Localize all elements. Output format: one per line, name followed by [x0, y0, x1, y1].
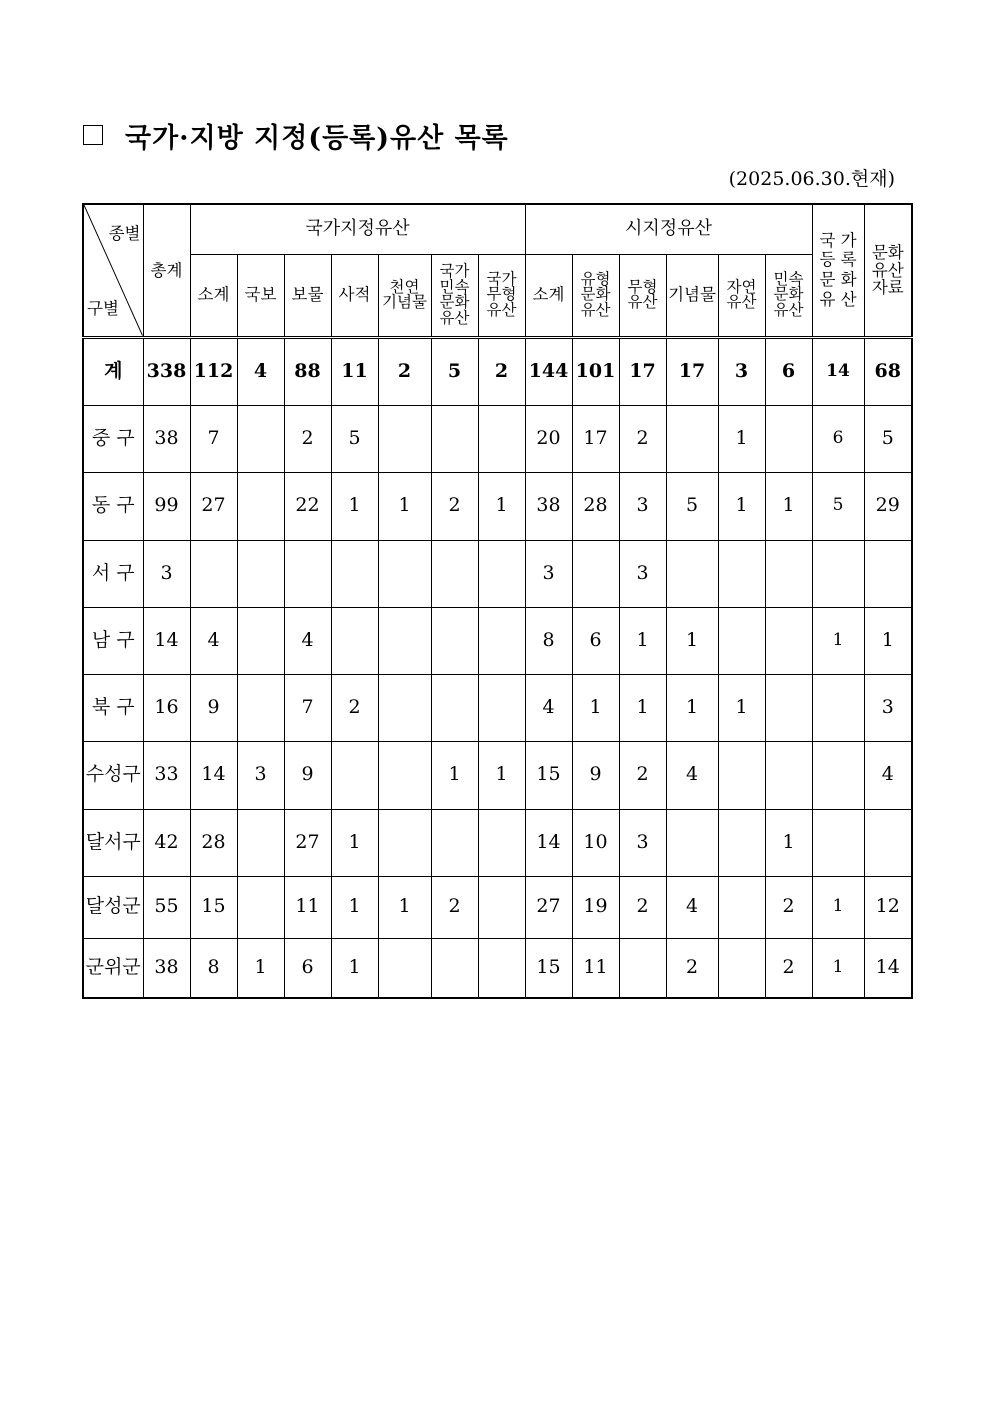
table-row — [83, 472, 912, 540]
table-row — [83, 674, 912, 741]
table-cell: 8 — [525, 607, 572, 674]
table-cell — [431, 405, 478, 472]
table-cell: 3 — [718, 337, 765, 405]
table-cell: 4 — [284, 607, 331, 674]
page-title: 국가·지방 지정(등록)유산 목록 — [125, 122, 509, 154]
table-row — [83, 741, 912, 809]
table-cell: 38 — [525, 472, 572, 540]
table-cell: 14 — [812, 337, 864, 405]
table-cell — [718, 876, 765, 938]
table-cell: 27 — [190, 472, 237, 540]
table-cell: 38 — [143, 405, 190, 472]
header-city-group: 시지정유산 — [525, 204, 812, 254]
table-cell: 11 — [284, 876, 331, 938]
table-cell: 15 — [190, 876, 237, 938]
table-cell — [284, 540, 331, 607]
table-cell: 15 — [525, 741, 572, 809]
table-cell — [718, 938, 765, 998]
table-cell: 101 — [572, 337, 619, 405]
table-cell: 1 — [431, 741, 478, 809]
table-cell — [478, 809, 525, 876]
table-cell — [765, 741, 812, 809]
table-cell: 1 — [237, 938, 284, 998]
table-cell: 10 — [572, 809, 619, 876]
table-cell: 1 — [765, 809, 812, 876]
table-cell: 1 — [619, 674, 666, 741]
table-cell: 6 — [812, 405, 864, 472]
header-nat-historic-site: 사적 — [331, 254, 378, 337]
table-row — [83, 938, 912, 998]
table-cell — [378, 540, 431, 607]
district-name: 북 구 — [83, 674, 143, 741]
table-cell — [331, 607, 378, 674]
table-cell: 9 — [572, 741, 619, 809]
table-cell: 17 — [619, 337, 666, 405]
header-registered: 국 가 등 록 문 화 유 산 — [812, 204, 864, 337]
table-cell: 6 — [572, 607, 619, 674]
table-cell: 14 — [864, 938, 912, 998]
table-cell: 68 — [864, 337, 912, 405]
table-cell: 1 — [478, 472, 525, 540]
table-cell: 1 — [478, 741, 525, 809]
table-cell — [765, 674, 812, 741]
table-cell: 1 — [718, 405, 765, 472]
table-cell: 38 — [143, 938, 190, 998]
table-cell: 5 — [812, 472, 864, 540]
table-cell: 1 — [864, 607, 912, 674]
header-city-tangible: 유형 문화 유산 — [572, 254, 619, 337]
table-cell: 15 — [525, 938, 572, 998]
table-cell: 1 — [812, 938, 864, 998]
table-cell: 28 — [572, 472, 619, 540]
table-cell: 2 — [431, 876, 478, 938]
table-cell: 7 — [284, 674, 331, 741]
header-row-1 — [83, 204, 912, 254]
table-cell: 9 — [190, 674, 237, 741]
table-cell — [864, 540, 912, 607]
table-cell: 2 — [765, 938, 812, 998]
table-row — [83, 405, 912, 472]
header-city-intangible: 무형 유산 — [619, 254, 666, 337]
table-cell: 29 — [864, 472, 912, 540]
table-cell: 4 — [666, 741, 718, 809]
table-cell — [431, 607, 478, 674]
table-cell — [619, 938, 666, 998]
district-name: 달성군 — [83, 876, 143, 938]
header-nat-intangible: 국가 무형 유산 — [478, 254, 525, 337]
table-row — [83, 876, 912, 938]
table-cell: 1 — [572, 674, 619, 741]
table-cell — [237, 607, 284, 674]
table-cell: 2 — [619, 741, 666, 809]
district-name: 남 구 — [83, 607, 143, 674]
table-cell: 27 — [284, 809, 331, 876]
table-cell — [812, 674, 864, 741]
district-name: 군위군 — [83, 938, 143, 998]
table-cell: 1 — [812, 876, 864, 938]
header-row-2 — [83, 254, 912, 337]
table-cell: 4 — [525, 674, 572, 741]
table-cell: 112 — [190, 337, 237, 405]
table-cell — [190, 540, 237, 607]
as-of-date: (2025.06.30.현재) — [728, 168, 895, 190]
table-cell: 19 — [572, 876, 619, 938]
district-name: 계 — [83, 337, 143, 405]
table-cell: 5 — [331, 405, 378, 472]
district-name: 서 구 — [83, 540, 143, 607]
table-cell: 3 — [143, 540, 190, 607]
table-cell: 2 — [765, 876, 812, 938]
table-cell: 1 — [718, 472, 765, 540]
district-name: 달서구 — [83, 809, 143, 876]
header-city-natural: 자연 유산 — [718, 254, 765, 337]
table-cell — [431, 809, 478, 876]
table-cell — [812, 540, 864, 607]
table-cell: 1 — [812, 607, 864, 674]
table-cell: 14 — [525, 809, 572, 876]
table-cell: 14 — [190, 741, 237, 809]
heritage-table — [82, 203, 913, 999]
table-cell: 1 — [718, 674, 765, 741]
table-cell — [237, 472, 284, 540]
table-cell — [478, 876, 525, 938]
table-cell — [765, 607, 812, 674]
table-cell — [237, 405, 284, 472]
table-cell: 2 — [619, 876, 666, 938]
table-cell: 6 — [765, 337, 812, 405]
header-nat-natural-monument: 천연 기념물 — [378, 254, 431, 337]
table-cell: 14 — [143, 607, 190, 674]
table-cell: 2 — [619, 405, 666, 472]
header-city-monument: 기념물 — [666, 254, 718, 337]
table-cell: 5 — [666, 472, 718, 540]
diag-label-type: 종별 — [108, 224, 141, 243]
header-city-folklore: 민속 문화 유산 — [765, 254, 812, 337]
table-cell — [331, 741, 378, 809]
table-cell: 338 — [143, 337, 190, 405]
table-cell: 4 — [864, 741, 912, 809]
table-cell: 2 — [431, 472, 478, 540]
table-row — [83, 809, 912, 876]
table-cell — [666, 540, 718, 607]
table-cell — [431, 540, 478, 607]
table-cell: 1 — [378, 472, 431, 540]
table-cell — [478, 540, 525, 607]
table-cell — [378, 741, 431, 809]
table-cell: 12 — [864, 876, 912, 938]
table-cell: 5 — [864, 405, 912, 472]
total-row — [83, 337, 912, 405]
table-cell — [478, 607, 525, 674]
table-cell — [718, 607, 765, 674]
table-cell — [478, 405, 525, 472]
table-cell — [378, 405, 431, 472]
table-cell: 42 — [143, 809, 190, 876]
table-cell: 1 — [331, 809, 378, 876]
table-cell: 17 — [572, 405, 619, 472]
table-cell — [431, 674, 478, 741]
header-heritage-material: 문화 유산 자료 — [864, 204, 912, 337]
table-cell — [812, 809, 864, 876]
table-cell: 1 — [331, 472, 378, 540]
table-cell: 33 — [143, 741, 190, 809]
header-nat-treasure: 보물 — [284, 254, 331, 337]
header-total: 총계 — [143, 204, 190, 337]
table-cell — [812, 741, 864, 809]
table-cell — [431, 938, 478, 998]
table-cell — [572, 540, 619, 607]
table-cell: 9 — [284, 741, 331, 809]
table-cell — [765, 405, 812, 472]
table-cell: 11 — [331, 337, 378, 405]
district-name: 중 구 — [83, 405, 143, 472]
table-cell: 3 — [864, 674, 912, 741]
table-cell: 1 — [666, 607, 718, 674]
table-cell: 2 — [378, 337, 431, 405]
table-cell — [666, 809, 718, 876]
table-cell: 1 — [619, 607, 666, 674]
table-cell: 5 — [431, 337, 478, 405]
page-title-block — [83, 118, 509, 152]
table-cell: 4 — [666, 876, 718, 938]
table-cell — [478, 938, 525, 998]
table-cell — [378, 809, 431, 876]
table-cell: 2 — [284, 405, 331, 472]
table-cell — [378, 674, 431, 741]
table-cell: 7 — [190, 405, 237, 472]
table-cell — [478, 674, 525, 741]
table-cell — [237, 876, 284, 938]
table-cell: 3 — [525, 540, 572, 607]
header-nat-national-treasure: 국보 — [237, 254, 284, 337]
table-cell: 11 — [572, 938, 619, 998]
table-cell: 3 — [619, 540, 666, 607]
table-cell — [237, 809, 284, 876]
table-cell: 2 — [331, 674, 378, 741]
table-cell — [718, 809, 765, 876]
table-cell: 20 — [525, 405, 572, 472]
table-cell: 27 — [525, 876, 572, 938]
table-cell — [378, 607, 431, 674]
table-cell: 17 — [666, 337, 718, 405]
table-cell — [331, 540, 378, 607]
table-cell: 3 — [237, 741, 284, 809]
table-cell: 6 — [284, 938, 331, 998]
table-row — [83, 540, 912, 607]
table-cell — [378, 938, 431, 998]
table-cell: 16 — [143, 674, 190, 741]
header-nat-subtotal: 소계 — [190, 254, 237, 337]
table-cell — [718, 540, 765, 607]
table-row — [83, 607, 912, 674]
table-cell: 88 — [284, 337, 331, 405]
table-cell — [864, 809, 912, 876]
header-nat-folklore: 국가 민속 문화 유산 — [431, 254, 478, 337]
header-national-group: 국가지정유산 — [190, 204, 525, 254]
table-cell: 55 — [143, 876, 190, 938]
table-cell: 2 — [666, 938, 718, 998]
table-cell — [765, 540, 812, 607]
district-name: 수성구 — [83, 741, 143, 809]
table-cell: 8 — [190, 938, 237, 998]
table-cell — [237, 674, 284, 741]
table-cell: 4 — [190, 607, 237, 674]
table-cell: 99 — [143, 472, 190, 540]
header-city-subtotal: 소계 — [525, 254, 572, 337]
district-name: 동 구 — [83, 472, 143, 540]
table-cell: 144 — [525, 337, 572, 405]
table-cell: 1 — [666, 674, 718, 741]
table-cell: 1 — [765, 472, 812, 540]
checkbox-square-icon — [83, 125, 103, 145]
table-cell: 1 — [331, 876, 378, 938]
table-cell: 3 — [619, 472, 666, 540]
table-cell: 4 — [237, 337, 284, 405]
table-cell — [237, 540, 284, 607]
table-cell: 3 — [619, 809, 666, 876]
table-cell: 28 — [190, 809, 237, 876]
diag-label-district: 구별 — [87, 299, 119, 319]
table-cell: 1 — [378, 876, 431, 938]
table-cell — [718, 741, 765, 809]
table-cell: 2 — [478, 337, 525, 405]
table-cell — [666, 405, 718, 472]
table-cell: 22 — [284, 472, 331, 540]
diagonal-header-cell — [83, 204, 143, 337]
table-cell: 1 — [331, 938, 378, 998]
